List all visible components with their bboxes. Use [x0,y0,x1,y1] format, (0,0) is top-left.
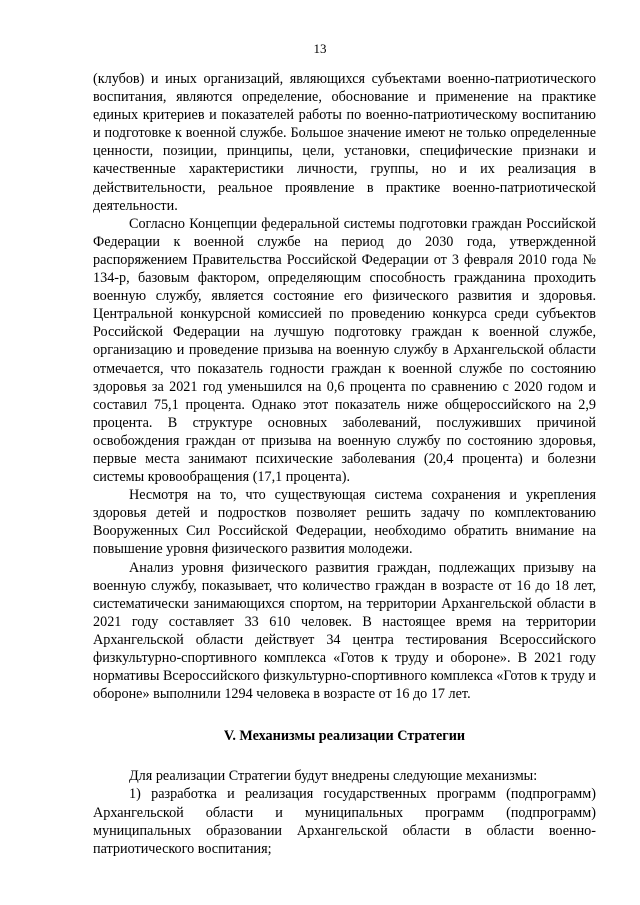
paragraph-health: Несмотря на то, что существующая система сохранения и укрепления здоровья детей и подростков позволяет решить задачу по комплектованию Вооруженных Сил Российской Федерации, необходимо обратить внимание на повышение уровня физического развития молодежи. [93,487,596,558]
paragraph-analysis: Анализ уровня физического развития граждан, подлежащих призыву на военную службу, показывает, что количество граждан в возрасте от 16 до 18 лет, систематически занимающихся спортом, на территории Архангельской области в 2021 году составляет 33 610 человек. В настоящее время на территории Архангельской области действует 34 центра тестирования Всероссийского физкультурно-спортивного комплекса «Готов к труду и обороне». В 2021 году нормативы Всероссийского физкультурно-спортивного комплекса «Готов к труду и обороне» выполнили 1294 человека в возрасте от 16 до 17 лет. [93,559,596,703]
document-body [93,70,596,858]
paragraph-continuation: (клубов) и иных организаций, являющихся субъектами военно-патриотического воспитания, являются определение, обоснование и применение на практике единых критериев и показателей работы по военно-патриотическому воспитанию и подготовке к военной службе. Большое значение имеют не только определенные ценности, позиции, принципы, цели, установки, специфические признаки и качественные характеристики личности, группы, но и их реализация в действительности, реальное проявление в практике военно-патриотической деятельности. [93,71,596,214]
page-number: 13 [313,41,327,56]
list-item-1: 1) разработка и реализация государственных программ (подпрограмм) Архангельской области и муниципальных программ (подпрограмм) муниципальных образовании Архангельской области в области военно-патриотического воспитания; [93,786,596,857]
section-heading: V. Механизмы реализации Стратегии [223,728,466,745]
paragraph-concept: Согласно Концепции федеральной системы подготовки граждан Российской Федерации к военной службе на период до 2030 года, утвержденной распоряжением Правительства Российской Федерации от 3 февраля 2010 года № 134-р, базовым фактором, определяющим способность гражданина проходить военную службу, является состояние его физического развития и здоровья. Центральной конкурсной комиссией по проведению конкурса среди субъектов Российской Федерации на лучшую подготовку граждан к военной службе, организацию и проведение призыва на военную службу в Архангельской области отмечается, что показатель годности граждан к военной службе по состоянию здоровья за 2021 год уменьшился на 0,6 процента по сравнению с 2020 годом и составил 75,1 процента. Однако этот показатель ниже общероссийского на 2,9 процента. В структуре основных заболеваний, послуживших причиной освобождения граждан от призыва на военную службу по состоянию здоровья, первые места занимают психические заболевания (20,4 процента) и болезни системы кровообращения (17,1 процента). [93,215,596,486]
section-intro: Для реализации Стратегии будут внедрены следующие механизмы: [129,768,538,785]
